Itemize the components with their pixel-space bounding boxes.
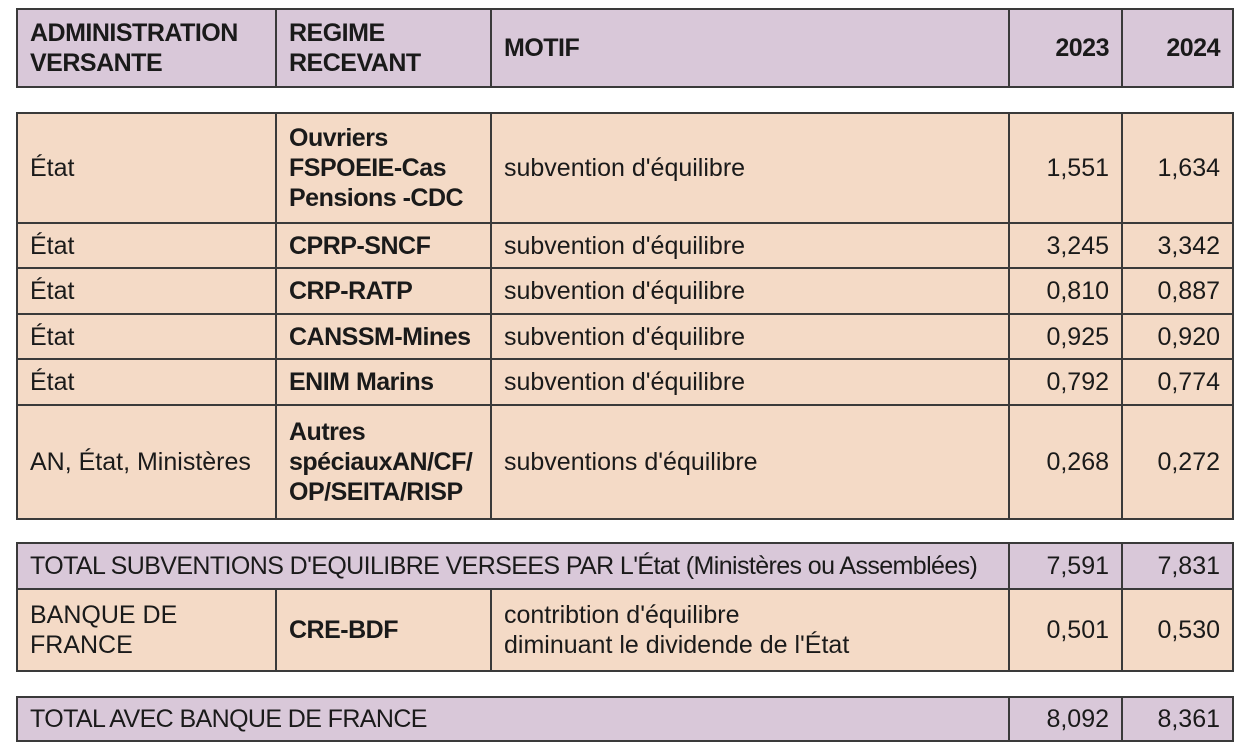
admin-cell: État bbox=[17, 223, 276, 268]
header-2024: 2024 bbox=[1122, 9, 1233, 87]
data-table bbox=[16, 112, 1234, 520]
admin-cell: État bbox=[17, 314, 276, 359]
total-bdf-table bbox=[16, 696, 1234, 742]
regime-cell: CRP-RATP bbox=[276, 268, 491, 314]
value-2023-cell: 0,792 bbox=[1009, 359, 1122, 405]
total-etat-2023: 7,591 bbox=[1009, 543, 1122, 589]
regime-cell: Autres spéciauxAN/CF/ OP/SEITA/RISP bbox=[276, 405, 491, 519]
banque-2024-cell: 0,530 bbox=[1122, 589, 1233, 671]
banque-motif-line1: contribtion d'équilibre bbox=[504, 601, 740, 629]
motif-cell: subvention d'équilibre bbox=[491, 359, 1009, 405]
banque-admin-cell: BANQUE DE FRANCE bbox=[17, 589, 276, 671]
motif-cell: subvention d'équilibre bbox=[491, 314, 1009, 359]
admin-cell: État bbox=[17, 268, 276, 314]
total-etat-row bbox=[17, 543, 1233, 589]
table-row bbox=[17, 268, 1233, 314]
value-2024-cell: 0,887 bbox=[1122, 268, 1233, 314]
total-etat-table bbox=[16, 542, 1234, 672]
total-bdf-2023: 8,092 bbox=[1009, 697, 1122, 741]
table-row bbox=[17, 314, 1233, 359]
motif-cell: subvention d'équilibre bbox=[491, 113, 1009, 223]
value-2023-cell: 3,245 bbox=[1009, 223, 1122, 268]
value-2023-cell: 0,810 bbox=[1009, 268, 1122, 314]
value-2024-cell: 3,342 bbox=[1122, 223, 1233, 268]
total-bdf-label: TOTAL AVEC BANQUE DE FRANCE bbox=[17, 697, 1009, 741]
total-bdf-row bbox=[17, 697, 1233, 741]
banque-2023-cell: 0,501 bbox=[1009, 589, 1122, 671]
motif-cell: subvention d'équilibre bbox=[491, 223, 1009, 268]
value-2023-cell: 1,551 bbox=[1009, 113, 1122, 223]
regime-cell: CPRP-SNCF bbox=[276, 223, 491, 268]
admin-cell: État bbox=[17, 113, 276, 223]
total-etat-label: TOTAL SUBVENTIONS D'EQUILIBRE VERSEES PAR L'État (Ministères ou Assemblées) bbox=[17, 543, 1009, 589]
table-row bbox=[17, 405, 1233, 519]
value-2024-cell: 0,272 bbox=[1122, 405, 1233, 519]
table-row bbox=[17, 359, 1233, 405]
admin-cell: AN, État, Ministères bbox=[17, 405, 276, 519]
header-table bbox=[16, 8, 1234, 88]
total-etat-2024: 7,831 bbox=[1122, 543, 1233, 589]
banque-motif-line2: diminuant le dividende de l'État bbox=[504, 631, 850, 659]
motif-cell: subventions d'équilibre bbox=[491, 405, 1009, 519]
header-motif: MOTIF bbox=[491, 9, 1009, 87]
value-2024-cell: 0,920 bbox=[1122, 314, 1233, 359]
header-regime: REGIME RECEVANT bbox=[276, 9, 491, 87]
header-2023: 2023 bbox=[1009, 9, 1122, 87]
banque-regime-cell: CRE-BDF bbox=[276, 589, 491, 671]
value-2024-cell: 1,634 bbox=[1122, 113, 1233, 223]
header-administration: ADMINISTRATION VERSANTE bbox=[17, 9, 276, 87]
value-2023-cell: 0,268 bbox=[1009, 405, 1122, 519]
table-row bbox=[17, 113, 1233, 223]
value-2024-cell: 0,774 bbox=[1122, 359, 1233, 405]
regime-cell: Ouvriers FSPOEIE-Cas Pensions -CDC bbox=[276, 113, 491, 223]
banque-motif-cell bbox=[491, 589, 1009, 671]
banque-row bbox=[17, 589, 1233, 671]
table-row bbox=[17, 223, 1233, 268]
total-bdf-2024: 8,361 bbox=[1122, 697, 1233, 741]
value-2023-cell: 0,925 bbox=[1009, 314, 1122, 359]
regime-cell: ENIM Marins bbox=[276, 359, 491, 405]
motif-cell: subvention d'équilibre bbox=[491, 268, 1009, 314]
regime-cell: CANSSM-Mines bbox=[276, 314, 491, 359]
admin-cell: État bbox=[17, 359, 276, 405]
